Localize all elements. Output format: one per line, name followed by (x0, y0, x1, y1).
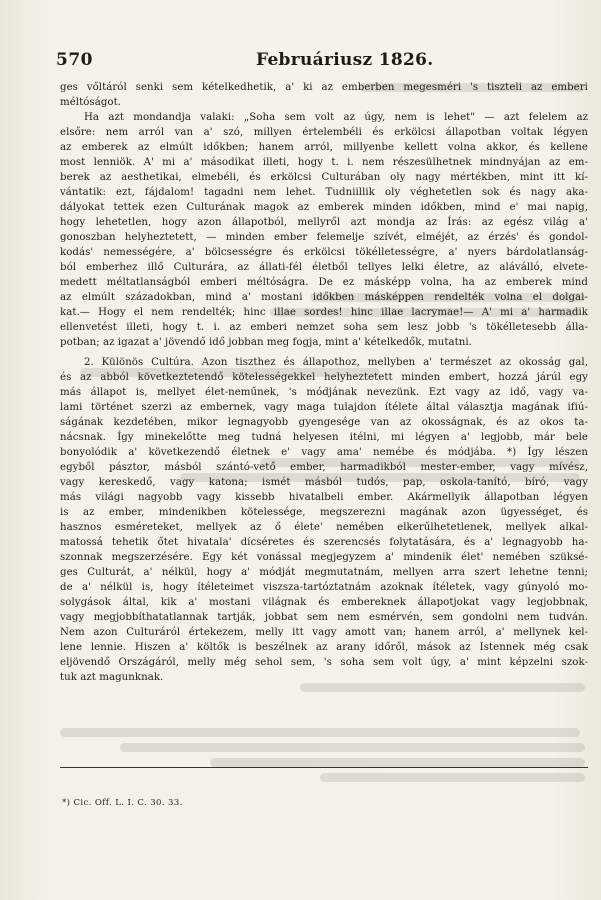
text-line: hogy lehetetlen, hogy azon állapotból, mellyről azt mondja az Írás: az egész világ a' (60, 217, 588, 228)
text-line: egyből pásztor, másból szántó-vető ember, harmadikból mester-ember, vagy mívész, (60, 462, 588, 473)
text-line: ellenvetést illeti, hogy t. i. az emberi nemzet soha sem lesz jobb 's tökélletesebb álla- (60, 322, 588, 333)
text-line: az elmúlt századokban, mind a' mostani időkben másképpen rendelték volna el dolgai- (60, 292, 588, 303)
text-line: elsőre: nem arról van a' szó, millyen értelembéli és erkölcsi állapotban voltak légyen (60, 127, 588, 138)
text-line: bonyolódik a' következendő életnek e' vagy ama' nemébe és módjába. *) Így lészen (60, 447, 588, 458)
text-line: más világi nagyobb vagy kissebb hivatalbeli ember. Akármellyik állapotban légyen (60, 492, 588, 503)
highlight-mark (120, 743, 585, 752)
text-line: ból emberhez illő Culturára, az állati-fél életből tellyes lelki életre, az aláválló, elvete- (60, 262, 588, 273)
text-line: gonoszban helyheztetett, — minden ember felemelje szívét, elméjét, az érzés' és gondol- (60, 232, 588, 243)
text-line: hasznos esméreteket, mellyek az ő élete' nemében elkerűlhetetlenek, mellyek alkal- (60, 522, 588, 533)
text-line: Ha azt mondandja valaki: „Soha sem volt az úgy, nem is lehet" — azt felelem az (84, 112, 588, 123)
text-line: ges Culturát, a' nélkül, hogy a' módját megmutatnám, mellyen arra szert lehetne tenni; (60, 567, 588, 578)
text-line: és az abból következtetendő kötelességekkel helyheztetett minden embert, hozzá járúl egy (60, 372, 588, 383)
running-head: Februáriusz 1826. (256, 50, 434, 70)
footnote: *) Cic. Off. L. I. C. 30. 33. (62, 798, 183, 808)
text-line: más állapot is, mellyet élet-neműnek, 's módjának nevezünk. Ezt vagy az idő, vagy va- (60, 387, 588, 398)
text-line: solygások által, kik a' mostani világnak és embereknek állapotjokat vagy legjobbnak, (60, 597, 588, 608)
text-line: dályokat tettek ezen Culturának magok az emberek minden időkben, mind e' mai napig, (60, 202, 588, 213)
text-line: most lenniök. A' mi a' másodikat illeti, hogy t. i. nem részesülhetnek mindnyájan az em- (60, 157, 588, 168)
text-line: medett méltatlanságból emberi méltóságra. De ez másképp volna, ha az emberek mind (60, 277, 588, 288)
text-line: vántatik: ezt, fájdalom! tagadni nem lehet. Tudniillik oly véghetetlen sok és nagy aka- (60, 187, 588, 198)
highlight-mark (320, 773, 585, 782)
text-line: tuk azt magunknak. (60, 672, 164, 683)
text-line: vagy megjobbíthatatlannak tartják, jobbat sem nem esmérvén, sem gondolni nem tudván. (60, 612, 588, 623)
text-line: méltóságot. (60, 97, 122, 108)
text-line: kat.— Hogy el nem rendelték; hinc illae sordes! hinc illae lacrymae!— A' mi a' harmadik (60, 307, 588, 318)
text-line: ges vőltáról senki sem kételkedhetik, a' ki az emberben megesméri 's tiszteli az emberi (60, 82, 588, 93)
text-line: Nem azon Culturáról értekezem, melly itt vagy amott van; hanem arról, a' mellynek kel- (60, 627, 588, 638)
text-line: potban; az igazat a' jövendő idő jobban meg fogja, mint a' kételkedők, mutatni. (60, 337, 472, 348)
text-line: az emberek az elmúlt időkben; hanem arról, millyenbe kellett volna akkor, és kellene (60, 142, 588, 153)
text-line: matossá tehetik őtet hivatala' dícséretes és szerencsés folytatására, és a' legnagyobb ha- (60, 537, 588, 548)
highlight-mark (60, 728, 580, 737)
page-header (56, 50, 556, 76)
text-line: kodás' nemességére, a' bölcsességre és erkölcsi tökélletességre, a' nyers bárdolatlanság- (60, 247, 588, 258)
highlight-mark (210, 758, 585, 767)
text-line: 2. Különös Cultúra. Azon tiszthez és állapothoz, mellyben a' természet az okosság gal, (84, 357, 588, 368)
text-line: lami történet szerzi az embernek, vagy maga tulajdon ítélete által választja magának ifiú- (60, 402, 588, 413)
text-line: berek az aesthetikai, elmebéli, és erkölcsi Culturában oly nagy mértékben, mint itt kí- (60, 172, 588, 183)
text-line: eljövendő Országáról, melly még sehol sem, 's soha sem volt úgy, a' mint képzelni szok- (60, 657, 588, 668)
page-number: 570 (56, 50, 93, 70)
text-line: is az ember, mindenikben kötelessége, megszerezni magának azon ügyességet, és (60, 507, 588, 518)
text-line: ságának kezdetében, mikor legnagyobb gyengesége van az okosságnak, és az okos ta- (60, 417, 588, 428)
footnote-divider (60, 767, 588, 768)
text-line: lene lennie. Hiszen a' költők is beszélnek az arany időről, mások az Istennek még csak (60, 642, 588, 653)
text-line: nácsnak. Így minekelőtte meg tudná helyesen itélni, mi légyen a' legjobb, már bele (60, 432, 588, 443)
text-line: szonnak megszerzésére. Egy két vonással megjegyzem a' mindenik élet' nemében szüksé- (60, 552, 588, 563)
text-line: de a' nélkül is, hogy ítéleteimet viszsza-tartóztatnám azoknak ítéletek, vagy gúnyoló mo- (60, 582, 588, 593)
text-line: vagy kereskedő, vagy katona; ismét másból tudós, pap, oskola-tanító, bíró, vagy (60, 477, 588, 488)
